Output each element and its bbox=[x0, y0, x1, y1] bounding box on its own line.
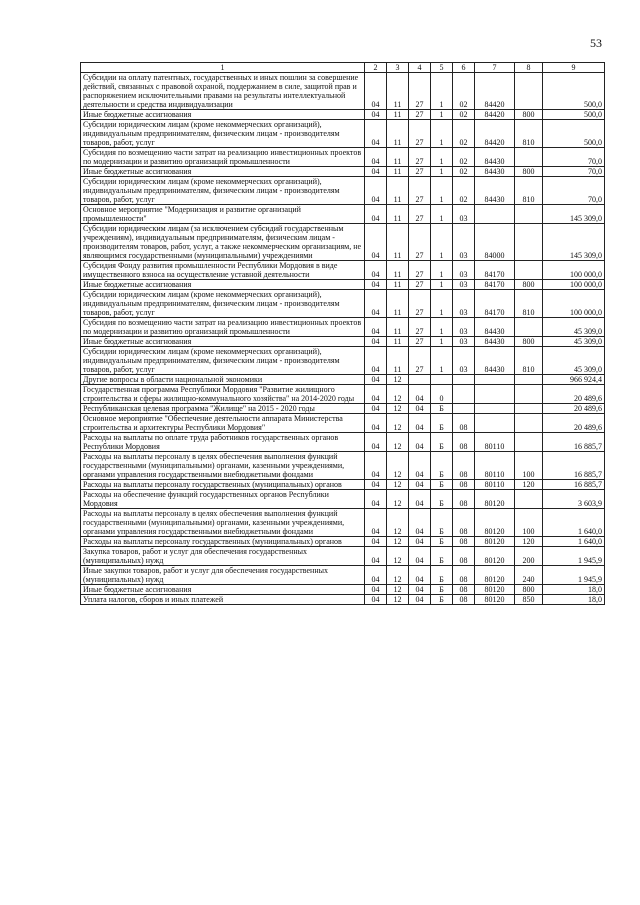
row-code: 810 bbox=[515, 347, 543, 375]
row-code: 04 bbox=[409, 509, 431, 537]
row-code: 1 bbox=[431, 177, 453, 205]
row-code bbox=[515, 385, 543, 404]
row-code: 84170 bbox=[475, 261, 515, 280]
row-code bbox=[475, 414, 515, 433]
row-code: 04 bbox=[365, 120, 387, 148]
table-row bbox=[81, 261, 605, 280]
row-code: 12 bbox=[387, 433, 409, 452]
row-amount: 500,0 bbox=[543, 110, 605, 120]
row-code: 80120 bbox=[475, 490, 515, 509]
row-code: 04 bbox=[409, 404, 431, 414]
row-code: 04 bbox=[365, 385, 387, 404]
row-amount: 1 945,9 bbox=[543, 547, 605, 566]
row-code bbox=[515, 433, 543, 452]
row-description: Субсидии юридическим лицам (кроме некоммерческих организаций), индивидуальным предпринимателям, физическим лицам - производителям товаров, работ, услуг bbox=[81, 120, 365, 148]
row-code: 11 bbox=[387, 224, 409, 261]
row-code: 03 bbox=[453, 347, 475, 375]
row-code: 810 bbox=[515, 120, 543, 148]
row-code: 04 bbox=[365, 224, 387, 261]
row-description: Субсидия по возмещению части затрат на реализацию инвестиционных проектов по модернизации и развитию организаций промышленности bbox=[81, 318, 365, 337]
row-description: Субсидии юридическим лицам (за исключением субсидий государственным учреждениям), индивидуальным предпринимателям, физическим лицам - производителям товаров, работ, услуг, а также некоммерческим организациям, не являющимся государственными (муниципальными) учреждениями bbox=[81, 224, 365, 261]
row-description: Расходы на обеспечение функций государственных органов Республики Мордовия bbox=[81, 490, 365, 509]
row-code: 04 bbox=[365, 433, 387, 452]
row-code: 11 bbox=[387, 318, 409, 337]
row-code: 03 bbox=[453, 280, 475, 290]
row-amount: 1 640,0 bbox=[543, 537, 605, 547]
row-code: 04 bbox=[365, 480, 387, 490]
row-code: 04 bbox=[409, 480, 431, 490]
row-amount: 16 885,7 bbox=[543, 452, 605, 480]
row-code: 11 bbox=[387, 205, 409, 224]
row-code: 12 bbox=[387, 509, 409, 537]
row-code: 04 bbox=[365, 280, 387, 290]
table-row bbox=[81, 433, 605, 452]
row-code bbox=[515, 205, 543, 224]
row-code: 04 bbox=[365, 490, 387, 509]
row-code: Б bbox=[431, 566, 453, 585]
row-code: 12 bbox=[387, 414, 409, 433]
column-header: 7 bbox=[475, 63, 515, 73]
row-code: 04 bbox=[409, 433, 431, 452]
row-amount: 100 000,0 bbox=[543, 290, 605, 318]
row-code: 11 bbox=[387, 148, 409, 167]
table-row bbox=[81, 509, 605, 537]
row-code: 84430 bbox=[475, 347, 515, 375]
row-code: 04 bbox=[365, 290, 387, 318]
row-amount: 45 309,0 bbox=[543, 337, 605, 347]
row-code: Б bbox=[431, 537, 453, 547]
row-code: 84430 bbox=[475, 167, 515, 177]
row-code: 120 bbox=[515, 480, 543, 490]
row-code: 11 bbox=[387, 120, 409, 148]
row-code bbox=[475, 375, 515, 385]
row-description: Уплата налогов, сборов и иных платежей bbox=[81, 595, 365, 605]
budget-table bbox=[80, 62, 605, 605]
row-code: 12 bbox=[387, 385, 409, 404]
row-code: 100 bbox=[515, 452, 543, 480]
row-code: 27 bbox=[409, 110, 431, 120]
row-code: 1 bbox=[431, 261, 453, 280]
table-row bbox=[81, 585, 605, 595]
table-row bbox=[81, 167, 605, 177]
table-row bbox=[81, 280, 605, 290]
column-header: 6 bbox=[453, 63, 475, 73]
row-code bbox=[515, 404, 543, 414]
row-code: 800 bbox=[515, 337, 543, 347]
row-description: Иные бюджетные ассигнования bbox=[81, 337, 365, 347]
row-code bbox=[515, 490, 543, 509]
row-code: 1 bbox=[431, 73, 453, 110]
row-code: 08 bbox=[453, 433, 475, 452]
column-header: 2 bbox=[365, 63, 387, 73]
row-code: 84420 bbox=[475, 110, 515, 120]
row-code: 12 bbox=[387, 404, 409, 414]
row-code: 850 bbox=[515, 595, 543, 605]
row-code: 80120 bbox=[475, 547, 515, 566]
row-code: 80120 bbox=[475, 566, 515, 585]
row-code: 08 bbox=[453, 509, 475, 537]
row-code: Б bbox=[431, 404, 453, 414]
row-amount: 70,0 bbox=[543, 177, 605, 205]
row-description: Субсидии на оплату патентных, государственных и иных пошлин за совершение действий, связанных с правовой охраной, поддержанием в силе, защитой прав и распоряжением исключительными правами на результаты интеллектуальной деятельности и средства индивидуализации bbox=[81, 73, 365, 110]
table-row bbox=[81, 224, 605, 261]
table-row bbox=[81, 290, 605, 318]
row-code: 11 bbox=[387, 337, 409, 347]
row-code: 84000 bbox=[475, 224, 515, 261]
row-amount: 70,0 bbox=[543, 167, 605, 177]
row-description: Иные закупки товаров, работ и услуг для обеспечения государственных (муниципальных) нужд bbox=[81, 566, 365, 585]
row-code: 08 bbox=[453, 566, 475, 585]
row-amount: 20 489,6 bbox=[543, 404, 605, 414]
row-code: 02 bbox=[453, 167, 475, 177]
row-code: 100 bbox=[515, 509, 543, 537]
row-amount: 16 885,7 bbox=[543, 433, 605, 452]
row-code: 02 bbox=[453, 120, 475, 148]
row-code: 04 bbox=[365, 537, 387, 547]
row-code: 12 bbox=[387, 490, 409, 509]
row-code: 84170 bbox=[475, 290, 515, 318]
row-code: 1 bbox=[431, 148, 453, 167]
row-description: Субсидии юридическим лицам (кроме некоммерческих организаций), индивидуальным предпринимателям, физическим лицам - производителям товаров, работ, услуг bbox=[81, 290, 365, 318]
row-code: 04 bbox=[365, 148, 387, 167]
row-code: 12 bbox=[387, 375, 409, 385]
row-amount: 18,0 bbox=[543, 585, 605, 595]
row-code: 04 bbox=[365, 414, 387, 433]
row-code: 08 bbox=[453, 452, 475, 480]
row-code: 04 bbox=[365, 177, 387, 205]
row-code: 80110 bbox=[475, 452, 515, 480]
row-code: 0 bbox=[431, 385, 453, 404]
row-description: Иные бюджетные ассигнования bbox=[81, 280, 365, 290]
table-row bbox=[81, 110, 605, 120]
row-code bbox=[475, 404, 515, 414]
column-header: 5 bbox=[431, 63, 453, 73]
row-code: 04 bbox=[409, 537, 431, 547]
table-row bbox=[81, 347, 605, 375]
row-code bbox=[515, 318, 543, 337]
row-description: Закупка товаров, работ и услуг для обеспечения государственных (муниципальных) нужд bbox=[81, 547, 365, 566]
row-code: 04 bbox=[365, 318, 387, 337]
row-code: 1 bbox=[431, 167, 453, 177]
row-code: 1 bbox=[431, 347, 453, 375]
row-code: 11 bbox=[387, 73, 409, 110]
row-code: 12 bbox=[387, 595, 409, 605]
row-code: 04 bbox=[365, 404, 387, 414]
table-row bbox=[81, 177, 605, 205]
table-row bbox=[81, 547, 605, 566]
table-row bbox=[81, 566, 605, 585]
row-code: 04 bbox=[365, 110, 387, 120]
table-row bbox=[81, 595, 605, 605]
row-code: 08 bbox=[453, 595, 475, 605]
row-code bbox=[475, 385, 515, 404]
row-code: 800 bbox=[515, 585, 543, 595]
row-amount: 18,0 bbox=[543, 595, 605, 605]
row-description: Расходы на выплаты персоналу государственных (муниципальных) органов bbox=[81, 480, 365, 490]
row-code: 27 bbox=[409, 224, 431, 261]
table-row bbox=[81, 337, 605, 347]
row-code: 03 bbox=[453, 205, 475, 224]
row-amount: 145 309,0 bbox=[543, 205, 605, 224]
row-code: 84430 bbox=[475, 177, 515, 205]
row-code: Б bbox=[431, 452, 453, 480]
row-amount: 100 000,0 bbox=[543, 280, 605, 290]
row-code: 12 bbox=[387, 585, 409, 595]
row-code: 84170 bbox=[475, 280, 515, 290]
table-row bbox=[81, 205, 605, 224]
row-description: Расходы на выплаты по оплате труда работников государственных органов Республики Мордовия bbox=[81, 433, 365, 452]
row-code: 08 bbox=[453, 414, 475, 433]
row-code: 04 bbox=[409, 490, 431, 509]
column-header: 4 bbox=[409, 63, 431, 73]
row-code: 03 bbox=[453, 261, 475, 280]
row-code: 810 bbox=[515, 290, 543, 318]
row-code: 08 bbox=[453, 585, 475, 595]
row-code bbox=[515, 224, 543, 261]
row-description: Расходы на выплаты персоналу в целях обеспечения выполнения функций государственными (муниципальными) органами, казенными учреждениями, органами управления государственными внебюджетными фондами bbox=[81, 509, 365, 537]
table-row bbox=[81, 404, 605, 414]
row-code: 04 bbox=[365, 205, 387, 224]
table-row bbox=[81, 537, 605, 547]
row-code: 04 bbox=[365, 585, 387, 595]
row-code: 27 bbox=[409, 337, 431, 347]
row-code: 12 bbox=[387, 547, 409, 566]
row-amount: 45 309,0 bbox=[543, 318, 605, 337]
row-code: 02 bbox=[453, 110, 475, 120]
row-code: 240 bbox=[515, 566, 543, 585]
row-code: Б bbox=[431, 414, 453, 433]
column-header: 3 bbox=[387, 63, 409, 73]
row-code bbox=[515, 414, 543, 433]
row-code: 84430 bbox=[475, 318, 515, 337]
table-row bbox=[81, 120, 605, 148]
row-code: 1 bbox=[431, 290, 453, 318]
row-code: 80120 bbox=[475, 585, 515, 595]
table-row bbox=[81, 452, 605, 480]
row-code: 04 bbox=[409, 547, 431, 566]
row-code: 120 bbox=[515, 537, 543, 547]
row-code: 08 bbox=[453, 547, 475, 566]
row-description: Расходы на выплаты персоналу в целях обеспечения выполнения функций государственными (муниципальными) органами, казенными учреждениями, органами управления государственными внебюджетными фондами bbox=[81, 452, 365, 480]
header-row bbox=[81, 63, 605, 73]
row-code: 810 bbox=[515, 177, 543, 205]
row-code: Б bbox=[431, 595, 453, 605]
row-description: Иные бюджетные ассигнования bbox=[81, 585, 365, 595]
table-row bbox=[81, 490, 605, 509]
row-code: 04 bbox=[409, 585, 431, 595]
row-code: 04 bbox=[365, 452, 387, 480]
row-code: 03 bbox=[453, 337, 475, 347]
row-code: 04 bbox=[409, 595, 431, 605]
row-code: 08 bbox=[453, 537, 475, 547]
table-row bbox=[81, 480, 605, 490]
row-code bbox=[515, 73, 543, 110]
row-code: 02 bbox=[453, 73, 475, 110]
column-header: 1 bbox=[81, 63, 365, 73]
row-code: 1 bbox=[431, 120, 453, 148]
row-description: Субсидия по возмещению части затрат на реализацию инвестиционных проектов по модернизации и развитию организаций промышленности bbox=[81, 148, 365, 167]
column-header: 8 bbox=[515, 63, 543, 73]
row-amount: 1 640,0 bbox=[543, 509, 605, 537]
row-code: 11 bbox=[387, 280, 409, 290]
row-code: 04 bbox=[409, 452, 431, 480]
row-description: Государственная программа Республики Мордовия "Развитие жилищного строительства и сферы жилищно-коммунального хозяйства" на 2014-2020 годы bbox=[81, 385, 365, 404]
row-code: 1 bbox=[431, 280, 453, 290]
row-code bbox=[453, 385, 475, 404]
row-code: 12 bbox=[387, 452, 409, 480]
row-description: Основное мероприятие "Обеспечение деятельности аппарата Министерства строительства и архитектуры Республики Мордовия" bbox=[81, 414, 365, 433]
row-description: Субсидии юридическим лицам (кроме некоммерческих организаций), индивидуальным предпринимателям, физическим лицам - производителям товаров, работ, услуг bbox=[81, 347, 365, 375]
row-amount: 16 885,7 bbox=[543, 480, 605, 490]
row-code: 800 bbox=[515, 110, 543, 120]
row-code: 1 bbox=[431, 337, 453, 347]
row-code: 02 bbox=[453, 148, 475, 167]
row-description: Иные бюджетные ассигнования bbox=[81, 110, 365, 120]
row-code: 1 bbox=[431, 205, 453, 224]
row-code bbox=[515, 375, 543, 385]
row-code: 27 bbox=[409, 148, 431, 167]
row-code: 04 bbox=[365, 167, 387, 177]
row-description: Субсидии юридическим лицам (кроме некоммерческих организаций), индивидуальным предпринимателям, физическим лицам - производителям товаров, работ, услуг bbox=[81, 177, 365, 205]
row-code: 03 bbox=[453, 318, 475, 337]
row-code bbox=[453, 404, 475, 414]
row-code: 80120 bbox=[475, 537, 515, 547]
row-code: 80110 bbox=[475, 480, 515, 490]
row-code: Б bbox=[431, 490, 453, 509]
row-code: Б bbox=[431, 547, 453, 566]
table-row bbox=[81, 318, 605, 337]
row-code: 27 bbox=[409, 73, 431, 110]
row-code: Б bbox=[431, 509, 453, 537]
row-code: 27 bbox=[409, 280, 431, 290]
row-amount: 966 924,4 bbox=[543, 375, 605, 385]
row-code: Б bbox=[431, 433, 453, 452]
table-row bbox=[81, 73, 605, 110]
row-code: 1 bbox=[431, 110, 453, 120]
row-code: 04 bbox=[365, 566, 387, 585]
row-code: 27 bbox=[409, 120, 431, 148]
row-description: Другие вопросы в области национальной экономики bbox=[81, 375, 365, 385]
column-header: 9 bbox=[543, 63, 605, 73]
row-code: 08 bbox=[453, 490, 475, 509]
row-code: 27 bbox=[409, 177, 431, 205]
row-code: 03 bbox=[453, 290, 475, 318]
row-description: Основное мероприятие "Модернизация и развитие организаций промышленности" bbox=[81, 205, 365, 224]
row-code: 04 bbox=[365, 261, 387, 280]
row-code: 02 bbox=[453, 177, 475, 205]
row-code bbox=[431, 375, 453, 385]
row-code: 04 bbox=[365, 337, 387, 347]
row-code: 27 bbox=[409, 261, 431, 280]
row-description: Иные бюджетные ассигнования bbox=[81, 167, 365, 177]
row-code: 800 bbox=[515, 280, 543, 290]
row-code: 08 bbox=[453, 480, 475, 490]
table-row bbox=[81, 148, 605, 167]
row-code: 84430 bbox=[475, 337, 515, 347]
row-code: 800 bbox=[515, 167, 543, 177]
row-amount: 145 309,0 bbox=[543, 224, 605, 261]
row-code: 12 bbox=[387, 480, 409, 490]
row-code bbox=[475, 205, 515, 224]
row-amount: 20 489,6 bbox=[543, 414, 605, 433]
row-code: 04 bbox=[365, 347, 387, 375]
row-amount: 45 309,0 bbox=[543, 347, 605, 375]
row-code: 84420 bbox=[475, 120, 515, 148]
row-code: 27 bbox=[409, 290, 431, 318]
row-code: 04 bbox=[365, 595, 387, 605]
row-amount: 3 603,9 bbox=[543, 490, 605, 509]
row-code: 03 bbox=[453, 224, 475, 261]
table-row bbox=[81, 414, 605, 433]
row-code bbox=[515, 261, 543, 280]
row-code: 80120 bbox=[475, 595, 515, 605]
row-code: 12 bbox=[387, 566, 409, 585]
row-code: 04 bbox=[409, 385, 431, 404]
row-code: Б bbox=[431, 585, 453, 595]
row-code: 04 bbox=[409, 566, 431, 585]
row-code bbox=[515, 148, 543, 167]
row-code: 1 bbox=[431, 224, 453, 261]
row-description: Республиканская целевая программа "Жилище" на 2015 - 2020 годы bbox=[81, 404, 365, 414]
row-code: 12 bbox=[387, 537, 409, 547]
row-code: 27 bbox=[409, 347, 431, 375]
row-code: 80120 bbox=[475, 509, 515, 537]
row-code: 11 bbox=[387, 177, 409, 205]
row-code: 04 bbox=[365, 547, 387, 566]
row-amount: 1 945,9 bbox=[543, 566, 605, 585]
row-amount: 20 489,6 bbox=[543, 385, 605, 404]
row-code: 11 bbox=[387, 167, 409, 177]
row-code: 1 bbox=[431, 318, 453, 337]
row-code bbox=[409, 375, 431, 385]
row-code: 04 bbox=[409, 414, 431, 433]
row-code: 11 bbox=[387, 347, 409, 375]
row-code: 27 bbox=[409, 205, 431, 224]
table-row bbox=[81, 375, 605, 385]
row-code: 11 bbox=[387, 261, 409, 280]
row-amount: 500,0 bbox=[543, 120, 605, 148]
row-amount: 500,0 bbox=[543, 73, 605, 110]
row-code: Б bbox=[431, 480, 453, 490]
row-code: 11 bbox=[387, 110, 409, 120]
row-code: 27 bbox=[409, 318, 431, 337]
row-code: 27 bbox=[409, 167, 431, 177]
row-code: 04 bbox=[365, 73, 387, 110]
table-row bbox=[81, 385, 605, 404]
row-code: 200 bbox=[515, 547, 543, 566]
row-amount: 100 000,0 bbox=[543, 261, 605, 280]
row-code: 80110 bbox=[475, 433, 515, 452]
row-description: Расходы на выплаты персоналу государственных (муниципальных) органов bbox=[81, 537, 365, 547]
row-code bbox=[453, 375, 475, 385]
row-amount: 70,0 bbox=[543, 148, 605, 167]
page-number: 53 bbox=[590, 36, 602, 50]
row-code: 04 bbox=[365, 509, 387, 537]
row-code: 84430 bbox=[475, 148, 515, 167]
row-code: 84420 bbox=[475, 73, 515, 110]
row-code: 11 bbox=[387, 290, 409, 318]
row-description: Субсидия Фонду развития промышленности Республики Мордовия в виде имущественного взноса на осуществление уставной деятельности bbox=[81, 261, 365, 280]
row-code: 04 bbox=[365, 375, 387, 385]
